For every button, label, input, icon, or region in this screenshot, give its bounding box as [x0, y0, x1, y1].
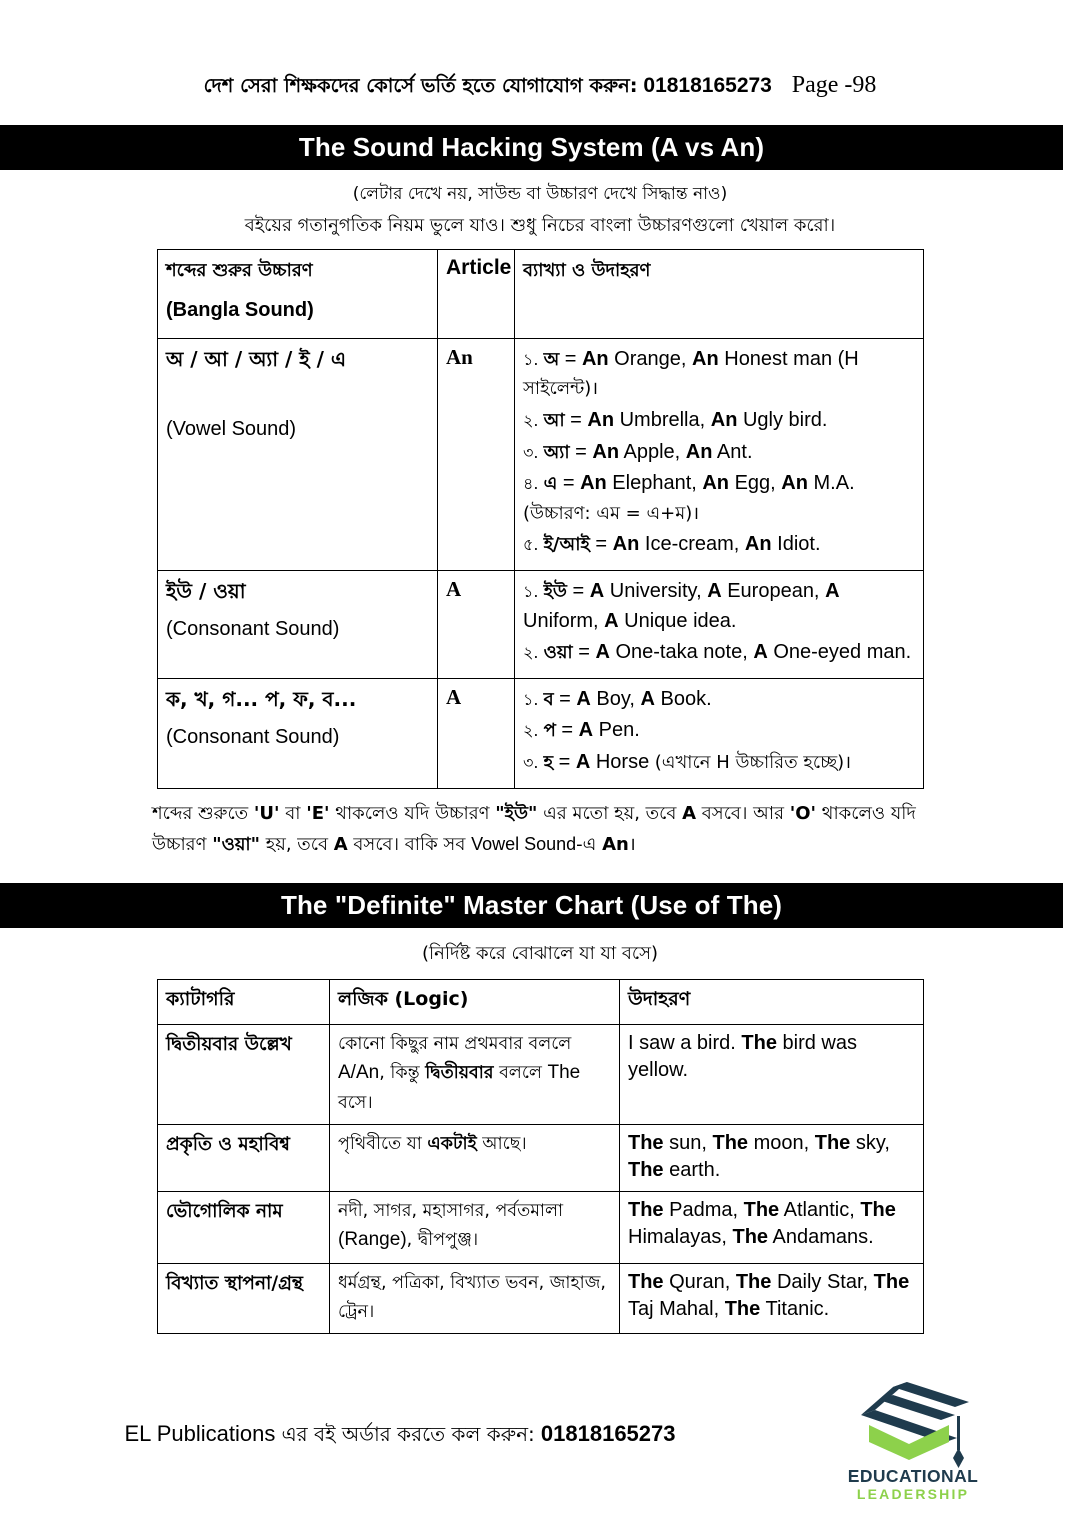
text-run: The: [732, 1226, 769, 1249]
text-run: বললে: [493, 1062, 548, 1083]
logo-line-leadership: LEADERSHIP: [856, 1486, 970, 1503]
text-run: শব্দের শুরুতে: [152, 802, 254, 824]
text-run: A: [578, 719, 594, 742]
text-run: কোনো কিছুর নাম প্রথমবার বললে: [338, 1033, 572, 1054]
text-run: The: [628, 1132, 664, 1155]
text-run: sky,: [850, 1132, 890, 1155]
text-run: "ওয়া": [212, 834, 261, 856]
sound-hacking-table: [157, 249, 924, 789]
text-run: , কিন্তু: [379, 1062, 426, 1083]
sound-group-label: অ / আ / অ্যা / ই / এ: [166, 346, 347, 371]
section1-note: [152, 798, 918, 861]
text-run: Padma,: [663, 1199, 744, 1222]
text-run: Uniform,: [523, 609, 605, 632]
example-line: [523, 748, 915, 778]
header-cell-article: Article: [438, 249, 515, 338]
text-run: সাইলেন্ট)।: [523, 378, 599, 400]
example-line: [523, 530, 915, 560]
text-run: A: [682, 802, 697, 824]
text-run: Unique idea.: [618, 609, 737, 632]
page-footer: [0, 1398, 1080, 1518]
cell-article: A: [438, 571, 515, 679]
text-run: M.A.: [807, 472, 855, 495]
text-run: Ant.: [712, 440, 753, 463]
example-number: ৪.: [523, 474, 544, 494]
example-line: [523, 406, 915, 436]
header-cell-logic: লজিক (Logic): [330, 979, 620, 1024]
text-run: 'U': [253, 802, 280, 824]
example-number: ১.: [523, 689, 544, 709]
text-run: The: [712, 1132, 749, 1155]
logo-line-educational: EDUCATIONAL: [847, 1466, 979, 1486]
text-run: Atlantic,: [779, 1199, 861, 1222]
cell-category: দ্বিতীয়বার উল্লেখ: [158, 1024, 330, 1124]
text-run: A: [595, 641, 610, 664]
text-run: A: [576, 687, 591, 710]
equals-sign: =: [559, 347, 582, 370]
equals-sign: =: [553, 751, 576, 774]
text-run: An: [692, 347, 719, 370]
example-number: ৩.: [523, 442, 544, 462]
spacer: [166, 378, 429, 418]
example-line: [523, 438, 915, 468]
example-line: [523, 469, 915, 528]
text-run: দ্বিতীয়বার: [425, 1062, 494, 1083]
text-run: (এখানে H উচ্চারিত হচ্ছে)।: [654, 752, 852, 774]
header-cell-sound: শব্দের শুরুর উচ্চারণ (Bangla Sound): [158, 249, 438, 338]
text-run: Apple,: [619, 440, 686, 463]
sound-type-label: (Consonant Sound): [166, 618, 340, 641]
text-run: Himalayas,: [628, 1226, 733, 1249]
equals-sign: =: [569, 440, 593, 463]
text-run: A: [604, 609, 619, 632]
text-run: বসে।: [338, 1092, 373, 1113]
text-run: Ice-cream,: [639, 533, 745, 556]
cell-example: [620, 1125, 924, 1192]
text-run: An: [612, 533, 640, 556]
text-run: One-eyed man.: [767, 641, 912, 664]
text-run: একটাই: [427, 1134, 477, 1155]
text-run: The: [547, 1061, 581, 1083]
text-run: earth.: [663, 1159, 721, 1182]
text-run: One-taka note,: [609, 641, 754, 664]
text-run: Egg,: [729, 472, 782, 495]
spacer: [166, 610, 429, 618]
example-sound-key: ওয়া: [543, 642, 573, 664]
text-run: (Range): [338, 1229, 407, 1251]
example-sound-key: ব: [543, 688, 554, 710]
example-number: ২.: [523, 721, 544, 741]
example-sound-key: প: [543, 720, 556, 742]
text-run: The: [814, 1132, 851, 1155]
spacer: [166, 718, 429, 726]
text-run: পৃথিবীতে যা: [338, 1134, 428, 1155]
definite-master-table: [157, 979, 924, 1334]
text-run: Daily Star,: [771, 1271, 874, 1294]
example-sound-key: আ: [543, 410, 565, 432]
text-run: The: [735, 1271, 772, 1294]
example-number: ৩.: [523, 753, 544, 773]
example-number: ২.: [523, 411, 544, 431]
running-head-bangla: দেশ সেরা শিক্ষকদের কোর্সে ভর্তি হতে যোগাযোগ করুন:: [203, 74, 638, 97]
example-line: [523, 638, 915, 668]
cell-article: An: [438, 338, 515, 570]
text-run: -এ: [576, 834, 603, 856]
text-run: , দ্বীপপুঞ্জ।: [406, 1230, 479, 1251]
table-row: [158, 1125, 924, 1192]
header-cell-sound-sub: (Bangla Sound): [166, 298, 314, 321]
text-run: ।: [628, 834, 636, 856]
cell-logic: [330, 1125, 620, 1192]
cell-example: [620, 1024, 924, 1124]
footer-contact-line: [0, 1420, 800, 1453]
example-sound-key: ই/আই: [543, 534, 590, 556]
header-cell-example: উদাহরণ: [620, 979, 924, 1024]
text-run: A/An: [338, 1061, 380, 1083]
equals-sign: =: [589, 533, 613, 556]
text-run: I saw a bird.: [628, 1031, 742, 1054]
text-run: An: [580, 472, 607, 495]
text-run: European,: [721, 580, 826, 603]
example-line: [523, 685, 915, 715]
table-row: [158, 1264, 924, 1334]
text-run: Boy,: [590, 687, 641, 710]
cell-example: [620, 1264, 924, 1334]
text-run: An: [581, 347, 609, 370]
text-run: An: [602, 834, 629, 856]
text-run: Honest man (H: [718, 347, 859, 370]
cell-logic: [330, 1024, 620, 1124]
text-run: ধর্মগ্রন্থ, পত্রিকা, বিখ্যাত ভবন, জাহাজ, ট্রেন।: [338, 1273, 606, 1322]
cell-article: A: [438, 678, 515, 788]
text-run: বসবে। বাকি সব: [347, 834, 472, 856]
table-row: [158, 338, 924, 570]
equals-sign: =: [564, 409, 588, 432]
equals-sign: =: [557, 472, 581, 495]
example-number: ৫.: [523, 535, 544, 555]
text-run: A: [707, 580, 722, 603]
text-run: The: [628, 1199, 664, 1222]
text-run: moon,: [748, 1132, 815, 1155]
text-run: An: [587, 409, 615, 432]
text-run: বা: [279, 802, 307, 824]
text-run: হয়, তবে: [260, 834, 334, 856]
header-cell-category: ক্যাটাগরি: [158, 979, 330, 1024]
text-run: An: [592, 440, 620, 463]
text-run: Orange,: [608, 347, 693, 370]
table-header-row: [158, 979, 924, 1024]
text-run: Taj Mahal,: [628, 1298, 725, 1321]
sound-type-label: (Consonant Sound): [166, 725, 340, 748]
text-run: The: [860, 1199, 896, 1222]
text-run: Andamans.: [768, 1226, 874, 1249]
example-sound-key: ইউ: [543, 581, 567, 603]
example-sound-key: হ: [543, 752, 554, 774]
example-line: [523, 345, 915, 404]
cell-logic: [330, 1264, 620, 1334]
example-number: ১.: [523, 349, 544, 369]
running-head-phone: 01818165273: [643, 74, 772, 97]
table-header-row: [158, 249, 924, 338]
text-run: A: [640, 687, 655, 710]
footer-publisher: EL Publications: [124, 1421, 276, 1446]
table-row: [158, 1192, 924, 1264]
cell-examples: [515, 571, 924, 679]
text-run: এর মতো হয়, তবে: [537, 802, 683, 824]
footer-bangla: এর বই অর্ডার করতে কল করুন:: [281, 1422, 535, 1446]
text-run: The: [628, 1271, 664, 1294]
footer-phone: 01818165273: [540, 1421, 676, 1446]
section1-subtitle: (লেটার দেখে নয়, সাউন্ড বা উচ্চারণ দেখে সিদ্ধান্ত নাও): [352, 184, 728, 205]
running-head: [0, 0, 1080, 98]
text-run: The: [741, 1031, 777, 1054]
text-run: Elephant,: [606, 472, 703, 495]
text-run: (উচ্চারণ: এম = এ+ম)।: [523, 502, 700, 524]
table-row: [158, 678, 924, 788]
cell-examples: [515, 338, 924, 570]
text-run: বসবে। আর: [696, 802, 790, 824]
text-run: The: [743, 1199, 780, 1222]
cell-category: ভৌগোলিক নাম: [158, 1192, 330, 1264]
cell-examples: [515, 678, 924, 788]
cell-sound-group: [158, 678, 438, 788]
cell-category: বিখ্যাত স্থাপনা/গ্রন্থ: [158, 1264, 330, 1334]
example-sound-key: এ: [543, 473, 558, 495]
section1-instruction: বইয়ের গতানুগতিক নিয়ম ভুলে যাও। শুধু নিচের বাংলা উচ্চারণগুলো খেয়াল করো।: [244, 214, 836, 236]
cell-sound-group: [158, 338, 438, 570]
table-row: [158, 1024, 924, 1124]
example-line: [523, 716, 915, 746]
text-run: A: [753, 641, 768, 664]
text-run: থাকলেও যদি উচ্চারণ: [152, 802, 916, 856]
text-run: Pen.: [593, 719, 640, 742]
text-run: 'E': [306, 802, 330, 824]
text-run: An: [702, 472, 730, 495]
text-run: "ইউ": [495, 802, 538, 824]
text-run: University,: [604, 580, 708, 603]
text-run: sun,: [663, 1132, 713, 1155]
text-run: An: [781, 472, 808, 495]
text-run: Titanic.: [760, 1298, 830, 1321]
text-run: A: [333, 834, 348, 856]
text-run: The: [724, 1298, 761, 1321]
sound-group-label: ইউ / ওয়া: [166, 579, 246, 604]
text-run: Book.: [654, 687, 712, 710]
section2-subtitle: (নির্দিষ্ট করে বোঝালে যা যা বসে): [421, 942, 659, 964]
equals-sign: =: [555, 719, 579, 742]
sound-type-label: (Vowel Sound): [166, 417, 297, 440]
table-row: [158, 571, 924, 679]
sound-group-label: ক, খ, গ... প, ফ, ব...: [166, 686, 357, 711]
example-line: [523, 577, 915, 636]
equals-sign: =: [572, 641, 596, 664]
text-run: Umbrella,: [614, 409, 711, 432]
cell-logic: [330, 1192, 620, 1264]
text-run: The: [628, 1159, 664, 1182]
text-run: নদী, সাগর, মহাসাগর, পর্বতমালা: [338, 1201, 564, 1222]
text-run: Quran,: [663, 1271, 736, 1294]
text-run: Horse: [590, 751, 655, 774]
text-run: Vowel Sound: [471, 834, 577, 855]
text-run: The: [873, 1271, 910, 1294]
example-sound-key: অ: [543, 348, 560, 370]
equals-sign: =: [566, 580, 590, 603]
example-number: ২.: [523, 643, 544, 663]
section1-banner: The Sound Hacking System (A vs An): [0, 125, 1063, 170]
header-cell-explanation: ব্যাখ্যা ও উদাহরণ: [515, 249, 924, 338]
text-run: A: [589, 580, 605, 603]
text-run: An: [685, 440, 713, 463]
text-run: A: [575, 751, 591, 774]
text-run: bird was yellow.: [628, 1031, 857, 1081]
text-run: 'O': [789, 802, 817, 824]
text-run: A: [825, 580, 840, 603]
section2-banner: The "Definite" Master Chart (Use of The): [0, 883, 1063, 928]
equals-sign: =: [553, 687, 577, 710]
text-run: An: [710, 409, 738, 432]
text-run: Ugly bird.: [737, 409, 828, 432]
example-number: ১.: [523, 582, 544, 602]
cell-category: প্রকৃতি ও মহাবিশ্ব: [158, 1125, 330, 1192]
cell-example: [620, 1192, 924, 1264]
logo-wordmark: [838, 1466, 988, 1504]
text-run: আছে।: [476, 1134, 527, 1155]
example-sound-key: অ্যা: [543, 441, 570, 463]
page-number: Page -98: [791, 72, 877, 98]
text-run: থাকলেও যদি উচ্চারণ: [329, 802, 496, 824]
cell-sound-group: [158, 571, 438, 679]
text-run: An: [744, 533, 772, 556]
text-run: Idiot.: [771, 533, 821, 556]
